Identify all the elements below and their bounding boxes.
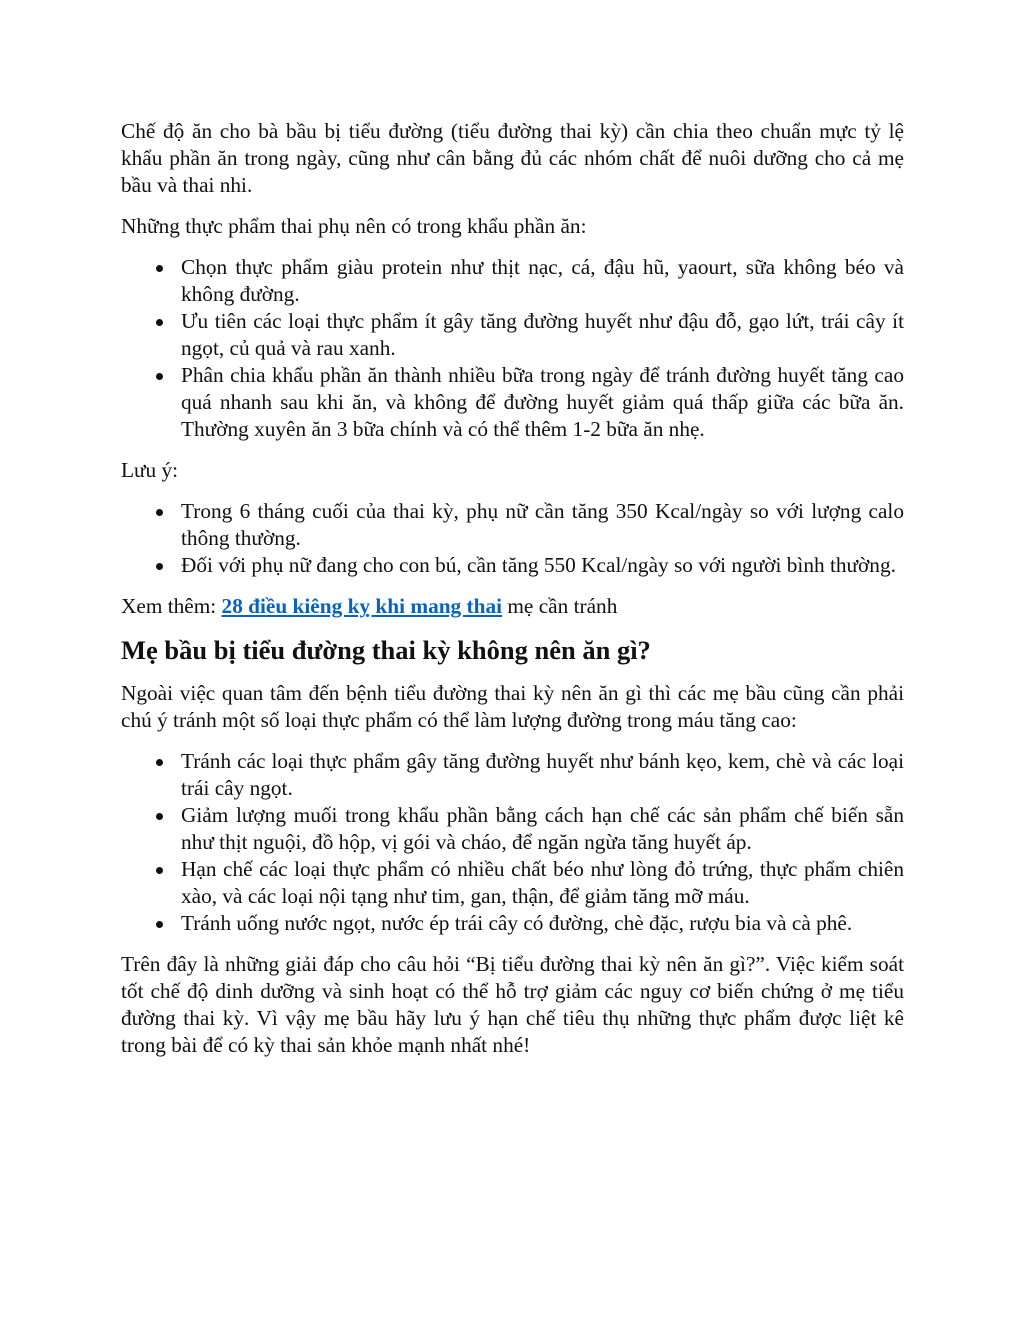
avoid-intro-paragraph: Ngoài việc quan tâm đến bệnh tiểu đường thai kỳ nên ăn gì thì các mẹ bầu cũng cần phải chú ý tránh một số loại thực phẩm có thể làm lượng đường trong máu tăng cao: bbox=[121, 681, 904, 732]
list-item: Tránh các loại thực phẩm gây tăng đường huyết như bánh kẹo, kem, chè và các loại trái cây ngọt. bbox=[181, 749, 904, 800]
list-item: Hạn chế các loại thực phẩm có nhiều chất béo như lòng đỏ trứng, thực phẩm chiên xào, và các loại nội tạng như tim, gan, thận, để giảm tăng mỡ máu. bbox=[181, 857, 904, 908]
list-item: Tránh uống nước ngọt, nước ép trái cây có đường, chè đặc, rượu bia và cà phê. bbox=[181, 910, 904, 937]
section-heading: Mẹ bầu bị tiểu đường thai kỳ không nên ăn gì? bbox=[121, 635, 651, 665]
list-item: Phân chia khẩu phần ăn thành nhiều bữa trong ngày để tránh đường huyết tăng cao quá nhanh sau khi ăn, và không để đường huyết giảm quá thấp giữa các bữa ăn. Thường xuyên ăn 3 bữa chính và có thể thêm 1-2 bữa ăn nhẹ. bbox=[181, 363, 904, 441]
see-more-prefix: Xem thêm: bbox=[121, 594, 222, 618]
see-more-link[interactable]: 28 điều kiêng kỵ khi mang thai bbox=[221, 594, 503, 618]
avoid-list bbox=[121, 748, 904, 937]
list-item: Trong 6 tháng cuối của thai kỳ, phụ nữ cần tăng 350 Kcal/ngày so với lượng calo thông thường. bbox=[181, 499, 904, 550]
see-more-suffix: mẹ cần tránh bbox=[502, 594, 618, 618]
should-eat-title: Những thực phẩm thai phụ nên có trong khẩu phần ăn: bbox=[121, 214, 587, 238]
document-page bbox=[121, 118, 904, 1073]
should-eat-list bbox=[121, 254, 904, 443]
list-item: Ưu tiên các loại thực phẩm ít gây tăng đường huyết như đậu đỗ, gạo lứt, trái cây ít ngọt, củ quả và rau xanh. bbox=[181, 309, 904, 360]
see-more bbox=[121, 593, 904, 620]
conclusion-paragraph: Trên đây là những giải đáp cho câu hỏi “Bị tiểu đường thai kỳ nên ăn gì?”. Việc kiểm soát tốt chế độ dinh dưỡng và sinh hoạt có thể hỗ trợ giảm các nguy cơ biến chứng ở mẹ tiểu đường thai kỳ. Vì vậy mẹ bầu hãy lưu ý hạn chế tiêu thụ những thực phẩm được liệt kê trong bài để có kỳ thai sản khỏe mạnh nhất nhé! bbox=[121, 952, 904, 1057]
list-item: Chọn thực phẩm giàu protein như thịt nạc, cá, đậu hũ, yaourt, sữa không béo và không đường. bbox=[181, 255, 904, 306]
notes-list bbox=[121, 498, 904, 579]
intro-paragraph: Chế độ ăn cho bà bầu bị tiểu đường (tiểu đường thai kỳ) cần chia theo chuẩn mực tỷ lệ khẩu phần ăn trong ngày, cũng như cân bằng đủ các nhóm chất để nuôi dưỡng cho cả mẹ bầu và thai nhi. bbox=[121, 119, 904, 197]
note-title: Lưu ý: bbox=[121, 458, 179, 482]
list-item: Giảm lượng muối trong khẩu phần bằng cách hạn chế các sản phẩm chế biến sẵn như thịt nguội, đồ hộp, vị gói và cháo, để ngăn ngừa tăng huyết áp. bbox=[181, 803, 904, 854]
list-item: Đối với phụ nữ đang cho con bú, cần tăng 550 Kcal/ngày so với người bình thường. bbox=[181, 552, 904, 579]
